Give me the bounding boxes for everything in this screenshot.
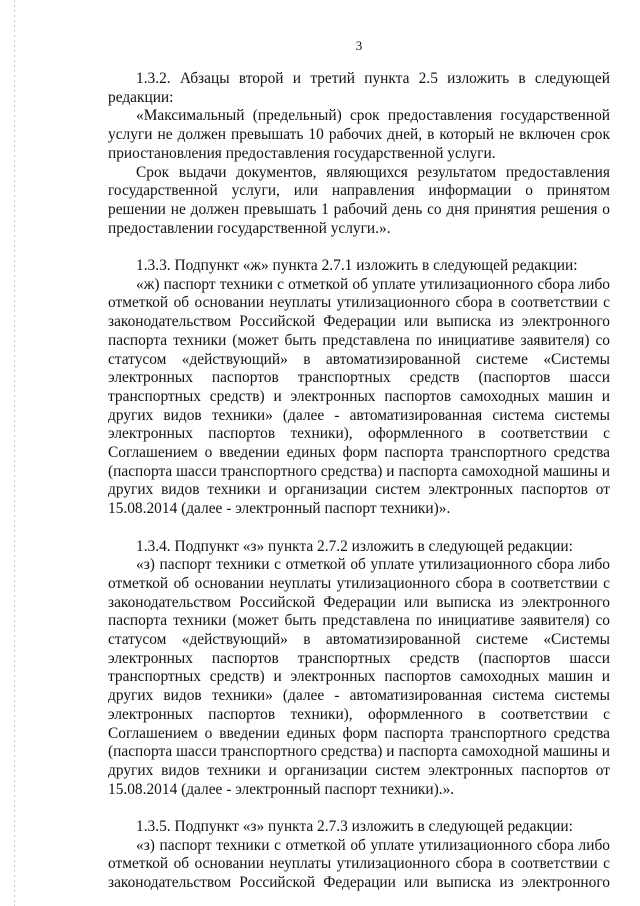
scan-edge-mark [14,0,15,906]
section-1-3-5-heading: 1.3.5. Подпункт «з» пункта 2.7.3 изложить в следующей редакции: [136,818,573,836]
section-1-3-4-paragraph: «з) паспорт техники с отметкой об уплате утилизационного сбора либо отметкой об основании неуплаты утилизационного сбора в соответствии с законодательством Российской Федерации или выписка из электронного паспорта техники (может быть представлена по инициативе заявителя) со статусом «действующий» в автоматизированной системе «Системы электронных паспортов транспортных средств (паспортов шасси транспортных средств) и электронных паспортов самоходных машин и других видов техники» (далее - автоматизированная система системы электронных паспортов техники), оформленного в соответствии с Соглашением о введении единых форм паспорта транспортного средства (паспорта шасси транспортного средства) и паспорта самоходной машины и других видов техники и организации систем электронных паспортов от 15.08.2014 (далее - электронный паспорт техники).». [108,556,610,798]
section-1-3-4-heading: 1.3.4. Подпункт «з» пункта 2.7.2 изложить в следующей редакции: [136,537,573,555]
section-1-3-3-heading: 1.3.3. Подпункт «ж» пункта 2.7.1 изложить в следующей редакции: [136,257,578,275]
section-1-3-2-paragraph-1: «Максимальный (предельный) срок предоставления государственной услуги не должен превышать 10 рабочих дней, в который не включен срок приостановления предоставления государственной услуги. [108,107,610,162]
section-1-3-2-paragraph-2: Срок выдачи документов, являющихся результатом предоставления государственной услуги, или направления информации о принятом решении не должен превышать 1 рабочий день со дня принятия решения о предоставлении государственной услуги.». [108,163,610,237]
section-1-3-5-paragraph: «з) паспорт техники с отметкой об уплате утилизационного сбора либо отметкой об основании неуплаты утилизационного сбора в соответствии с законодательством Российской Федерации или выписка из электронного [108,836,610,892]
page-number: 3 [355,38,363,53]
section-1-3-3-paragraph: «ж) паспорт техники с отметкой об уплате утилизационного сбора либо отметкой об основании неуплаты утилизационного сбора в соответствии с законодательством Российской Федерации или выписка из электронного паспорта техники (может быть представлена по инициативе заявителя) со статусом «действующий» в автоматизированной системе «Системы электронных паспортов транспортных средств (паспортов шасси транспортных средств) и электронных паспортов самоходных машин и других видов техники» (далее - автоматизированная система системы электронных паспортов техники), оформленного в соответствии с Соглашением о введении единых форм паспорта транспортного средства (паспорта шасси транспортного средства) и паспорта самоходной машины и других видов техники и организации систем электронных паспортов от 15.08.2014 (далее - электронный паспорт техники)». [108,275,610,518]
document-page [108,38,610,893]
section-1-3-2-heading: 1.3.2. Абзацы второй и третий пункта 2.5 изложить в следующей редакции: [108,70,610,106]
